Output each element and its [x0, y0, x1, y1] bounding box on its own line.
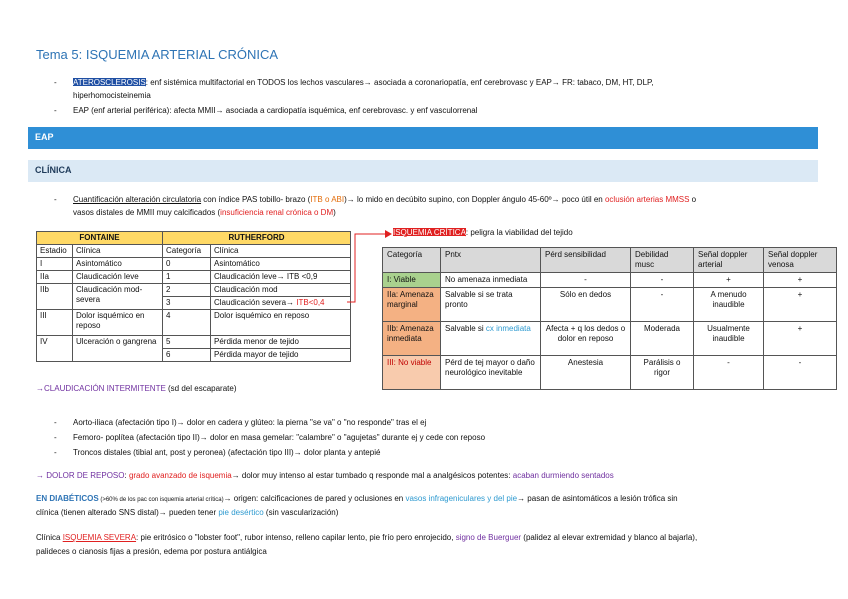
cx-inmediata: cx inmediata: [485, 324, 531, 333]
rutherford-cat: 5: [163, 336, 211, 349]
section-eap: EAP: [28, 127, 818, 149]
critica-label: ISQUEMIA CRÍTICA: [393, 228, 466, 237]
critica-art: -: [694, 356, 764, 390]
atero-bullet: [73, 78, 813, 88]
rutherford-clinica: Claudicación leve→ ITB <0,9: [211, 271, 351, 284]
claud-item: Femoro- poplítea (afectación tipo II)→ dolor en masa gemelar: "calambre" o "agujetas" durante ej y cede con reposo: [73, 433, 486, 442]
rutherford-header: RUTHERFORD: [163, 232, 351, 245]
critica-sens: -: [541, 273, 631, 288]
rutherford-cat: 1: [163, 271, 211, 284]
rutherford-cat: 0: [163, 258, 211, 271]
rutherford-clinica-text: Claudicación severa→: [214, 298, 297, 307]
claud-item: Aorto-iliaca (afectación tipo I)→ dolor en cadera y glúteo: la pierna "se va" o "no responde" tras el ej: [73, 418, 427, 427]
severa-label: ISQUEMIA SEVERA: [62, 533, 137, 542]
bullet-dash: -: [54, 433, 57, 442]
critica-art: Usualmente inaudible: [694, 322, 764, 356]
bullet-dash: -: [54, 418, 57, 427]
rutherford-clinica: Pérdida mayor de tejido: [211, 349, 351, 362]
critica-cat: I: Viable: [383, 273, 441, 288]
rutherford-cat: 2: [163, 284, 211, 297]
cuantif-line: [73, 195, 818, 205]
critica-pntx-text: Salvable si: [445, 324, 486, 333]
critica-rest: : peligra la viabilidad del tejido: [465, 228, 573, 237]
critica-pntx: No amenaza inmediata: [441, 273, 541, 288]
page-title: Tema 5: ISQUEMIA ARTERIAL CRÓNICA: [36, 47, 279, 62]
fontaine-estadio: III: [37, 310, 73, 336]
eap-bullet: EAP (enf arterial periférica): afecta MMII→ asociada a cardiopatía isquémica, enf cerebrovasc. y enf vasculorrenal: [73, 106, 478, 115]
itb-label: ITB o ABI: [310, 195, 345, 204]
rutherford-clinica: [211, 297, 351, 310]
col-debilidad: Debilidad musc: [631, 248, 694, 273]
critica-cat: III: No viable: [383, 356, 441, 390]
col-pntx: Pntx: [441, 248, 541, 273]
fontaine-clinica: Claudicación mod-severa: [73, 284, 163, 310]
fontaine-estadio: IV: [37, 336, 73, 362]
fontaine-estadio: I: [37, 258, 73, 271]
diab-vasos: vasos infrageniculares y del pie: [405, 494, 518, 503]
diab-small: (>60% de los pac con isquemia arterial crítica): [98, 497, 224, 503]
critica-cat: IIb: Amenaza inmediata: [383, 322, 441, 356]
diab-head: EN DIABÉTICOS: [36, 494, 99, 503]
diab-line2: [36, 508, 338, 518]
rutherford-cat: 6: [163, 349, 211, 362]
fontaine-clinica: Claudicación leve: [73, 271, 163, 284]
cuantif-t4: ): [333, 208, 336, 217]
critica-art: A menudo inaudible: [694, 288, 764, 322]
claud-heading: →CLAUDICACIÓN INTERMITENTE (sd del escaparate): [36, 384, 237, 393]
reposo-grado: grado avanzado de isquemia: [128, 471, 232, 480]
insuf-label: insuficiencia renal crónica o DM: [220, 208, 334, 217]
rutherford-clinica: Asintomático: [211, 258, 351, 271]
critica-pntx: Pérd de tej mayor o daño neurológico inevitable: [441, 356, 541, 390]
cuantif-term: Cuantificación alteración circulatoria: [73, 195, 202, 204]
rutherford-clinica: Dolor isquémico en reposo: [211, 310, 351, 336]
buerger-label: signo de Buerguer: [455, 533, 522, 542]
bullet-dash: -: [54, 106, 57, 115]
rutherford-clinica: Claudicación mod: [211, 284, 351, 297]
reposo-end: acaban durmiendo sentados: [512, 471, 614, 480]
cuantif-l2: vasos distales de MMII muy calcificados (: [73, 208, 221, 217]
diab-line: [36, 494, 816, 505]
critica-heading: [393, 228, 573, 238]
rutherford-clinica: Pérdida menor de tejido: [211, 336, 351, 349]
bullet-dash: -: [54, 448, 57, 457]
fontaine-estadio: IIb: [37, 284, 73, 310]
severa-line: [36, 533, 826, 543]
severa-line2: palideces o cianosis fijas a presión, edema por postura antiálgica: [36, 547, 267, 556]
critica-deb: -: [631, 288, 694, 322]
bullet-dash: -: [54, 195, 57, 204]
col-clinica: Clínica: [211, 245, 351, 258]
pie-desertico: pie desértico: [218, 508, 264, 517]
diab-t2: → pasan de asintomáticos a lesión trófica sin: [517, 494, 678, 503]
critica-sens: Afecta + q los dedos o dolor en reposo: [541, 322, 631, 356]
fontaine-clinica: Ulceración o gangrena: [73, 336, 163, 362]
critica-deb: Moderada: [631, 322, 694, 356]
severa-t1: Clínica: [36, 533, 63, 542]
critica-sens: Sólo en dedos: [541, 288, 631, 322]
col-estadio: Estadio: [37, 245, 73, 258]
critica-cat: IIa: Amenaza marginal: [383, 288, 441, 322]
critica-ven: +: [764, 273, 837, 288]
reposo-mid: → dolor muy intenso al estar tumbado q responde mal a analgésicos potentes:: [231, 471, 513, 480]
critica-deb: -: [631, 273, 694, 288]
diab-t1: → origen: calcificaciones de pared y oclusiones en: [223, 494, 406, 503]
fontaine-estadio: IIa: [37, 271, 73, 284]
critica-ven: +: [764, 288, 837, 322]
critica-ven: +: [764, 322, 837, 356]
cuantif-line2: [73, 208, 336, 218]
col-categoria: Categoría: [383, 248, 441, 273]
atero-term: ATEROSCLEROSIS: [73, 78, 146, 87]
claud-head: CLAUDICACIÓN INTERMITENTE: [44, 384, 166, 393]
fontaine-rutherford-table: [36, 231, 351, 362]
critica-pntx: Salvable si se trata pronto: [441, 288, 541, 322]
atero-cont: hiperhomocisteinemia: [73, 91, 151, 100]
cuantif-t1: con índice PAS tobillo- brazo (: [201, 195, 311, 204]
fontaine-clinica: Dolor isquémico en reposo: [73, 310, 163, 336]
claud-head-rest: (sd del escaparate): [165, 384, 237, 393]
reposo-head: DOLOR DE REPOSO: [46, 471, 125, 480]
rutherford-cat: 3: [163, 297, 211, 310]
atero-text: : enf sistémica multifactorial en TODOS los lechos vasculares→ asociada a coronariopatía, enf cerebrovasc y EAP→ FR: tabaco, DM, HT, DLP,: [145, 78, 654, 87]
critica-pntx: [441, 322, 541, 356]
cuantif-t2: )→ lo mido en decúbito supino, con Doppler ángulo 45-60º→ poco útil en: [344, 195, 605, 204]
col-sensibilidad: Pérd sensibilidad: [541, 248, 631, 273]
diab-l2a: clínica (tienen alterado SNS distal)→ pueden tener: [36, 508, 219, 517]
bullet-dash: -: [54, 78, 57, 87]
reposo-line: → DOLOR DE REPOSO: grado avanzado de isquemia→ dolor muy intenso al estar tumbado q responde mal a analgésicos potentes: acaban durmiendo sentados: [36, 471, 614, 480]
critica-table: [382, 247, 837, 390]
critica-sens: Anestesia: [541, 356, 631, 390]
critica-deb: Parálisis o rigor: [631, 356, 694, 390]
col-clinica: Clínica: [73, 245, 163, 258]
col-doppler-venosa: Señal doppler venosa: [764, 248, 837, 273]
itb-04-label: ITB<0,4: [296, 298, 325, 307]
critica-ven: -: [764, 356, 837, 390]
claud-item: Troncos distales (tibial ant, post y peronea) (afectación tipo III)→ dolor planta y antepié: [73, 448, 381, 457]
col-doppler-arterial: Señal doppler arterial: [694, 248, 764, 273]
severa-t3: (palidez al elevar extremidad y blanco al bajarla),: [521, 533, 698, 542]
critica-art: +: [694, 273, 764, 288]
diab-l2b: (sin vascularización): [263, 508, 339, 517]
section-clinica: CLÍNICA: [28, 160, 818, 182]
oclusion-label: oclusión arterias MMSS: [604, 195, 690, 204]
rutherford-cat: 4: [163, 310, 211, 336]
cuantif-t3: o: [689, 195, 697, 204]
severa-t2: : pie eritrósico o "lobster foot", rubor intenso, relleno capilar lento, pie frío pero enrojecido,: [136, 533, 456, 542]
fontaine-header: FONTAINE: [37, 232, 163, 245]
col-categoria: Categoría: [163, 245, 211, 258]
fontaine-clinica: Asintomático: [73, 258, 163, 271]
